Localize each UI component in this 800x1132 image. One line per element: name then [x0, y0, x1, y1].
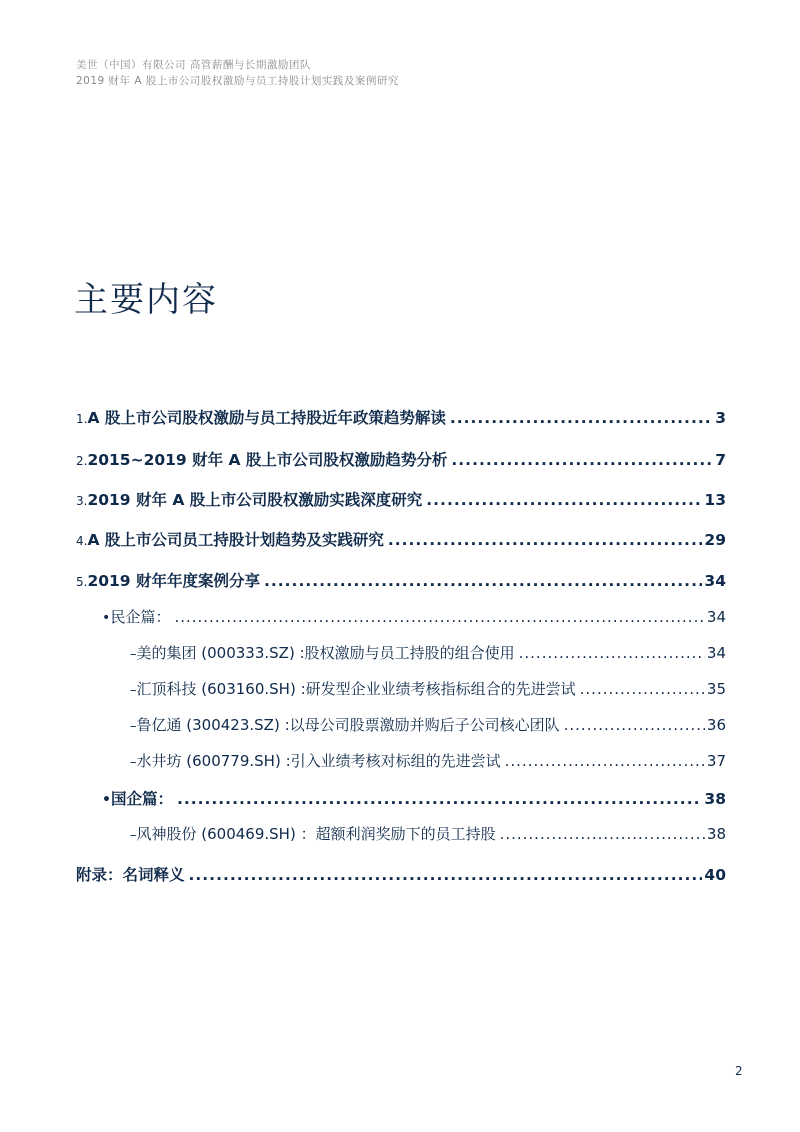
toc-entry-title: 2019 财年 A 股上市公司股权激励实践深度研究 [87, 491, 423, 509]
toc-entry-midea[interactable] [130, 642, 726, 663]
toc-entry-title: 水井坊 (600779.SH) :引入业绩考核对标组的先进尝试 [136, 752, 501, 770]
toc-entry-title: 民企篇： [110, 608, 171, 626]
toc-entry-4[interactable] [76, 528, 726, 550]
toc-entry-title: 风神股份 (600469.SH) ：超额利润奖励下的员工持股 [136, 825, 496, 843]
toc-dot-leader [177, 790, 702, 808]
toc-dot-leader [564, 716, 705, 734]
dash-icon: – [130, 755, 137, 770]
toc-entry-shuijingfang[interactable] [130, 750, 726, 771]
toc-dot-leader [264, 572, 702, 590]
page-title: 主要内容 [74, 280, 218, 320]
toc-entry-private-enterprises[interactable] [102, 606, 726, 627]
toc-entry-title: 2015~2019 财年 A 股上市公司股权激励趋势分析 [87, 451, 448, 469]
toc-entry-page: 36 [706, 716, 726, 734]
toc-dot-leader [388, 531, 703, 549]
toc-entry-page: 35 [706, 680, 726, 698]
toc-dot-leader [189, 866, 703, 884]
page-number: 2 [735, 1064, 743, 1078]
toc-dot-leader [174, 608, 704, 626]
toc-entry-number: 1. [76, 412, 88, 426]
toc-entry-number: 2. [76, 454, 88, 468]
toc-entry-page: 29 [704, 531, 726, 549]
bullet-icon: • [102, 792, 111, 808]
toc-entry-state-owned-enterprises[interactable] [102, 787, 726, 809]
toc-entry-page: 34 [706, 644, 726, 662]
toc-entry-page: 34 [704, 572, 726, 590]
toc-entry-page: 13 [704, 491, 726, 509]
toc-entry-3[interactable] [76, 488, 726, 510]
running-header-report-title: 2019 财年 A 股上市公司股权激励与员工持股计划实践及案例研究 [76, 75, 399, 87]
toc-entry-goodix[interactable] [130, 678, 726, 699]
dash-icon: – [130, 683, 137, 698]
dash-icon: – [130, 828, 137, 843]
toc-dot-leader [505, 752, 705, 770]
toc-entry-title: 国企篇： [110, 790, 173, 808]
running-header-company: 美世（中国）有限公司 高管薪酬与长期激励团队 [76, 59, 311, 71]
toc-dot-leader [580, 680, 705, 698]
dash-icon: – [130, 719, 137, 734]
toc-entry-page: 37 [706, 752, 726, 770]
toc-entry-2[interactable] [76, 448, 726, 470]
toc-entry-title: 附录：名词释义 [76, 866, 185, 884]
toc-entry-fengshen[interactable] [130, 823, 726, 844]
toc-entry-title: 美的集团 (000333.SZ) :股权激励与员工持股的组合使用 [136, 644, 515, 662]
toc-entry-1[interactable] [76, 406, 726, 428]
toc-dot-leader [426, 491, 702, 509]
toc-entry-number: 4. [76, 534, 88, 548]
toc-entry-title: A 股上市公司股权激励与员工持股近年政策趋势解读 [87, 409, 446, 427]
toc-entry-page: 34 [706, 608, 726, 626]
toc-dot-leader [451, 451, 713, 469]
toc-dot-leader [519, 644, 705, 662]
toc-dot-leader [500, 825, 705, 843]
toc-entry-title: 2019 财年年度案例分享 [87, 572, 260, 590]
toc-entry-5[interactable] [76, 569, 726, 591]
toc-entry-title: A 股上市公司员工持股计划趋势及实践研究 [87, 531, 384, 549]
dash-icon: – [130, 647, 137, 662]
toc-entry-title: 鲁亿通 (300423.SZ) :以母公司股票激励并购后子公司核心团队 [136, 716, 560, 734]
toc-entry-page: 40 [704, 866, 726, 884]
toc-entry-title: 汇顶科技 (603160.SH) :研发型企业业绩考核指标组合的先进尝试 [136, 680, 576, 698]
toc-entry-appendix[interactable] [76, 863, 726, 885]
toc-entry-luyitong[interactable] [130, 714, 726, 735]
toc-entry-page: 3 [715, 409, 726, 427]
toc-dot-leader [450, 409, 713, 427]
toc-entry-page: 7 [715, 451, 726, 469]
toc-entry-number: 3. [76, 494, 88, 508]
toc-entry-page: 38 [706, 825, 726, 843]
toc-entry-number: 5. [76, 575, 88, 589]
toc-entry-page: 38 [704, 790, 726, 808]
bullet-icon: • [102, 610, 111, 626]
